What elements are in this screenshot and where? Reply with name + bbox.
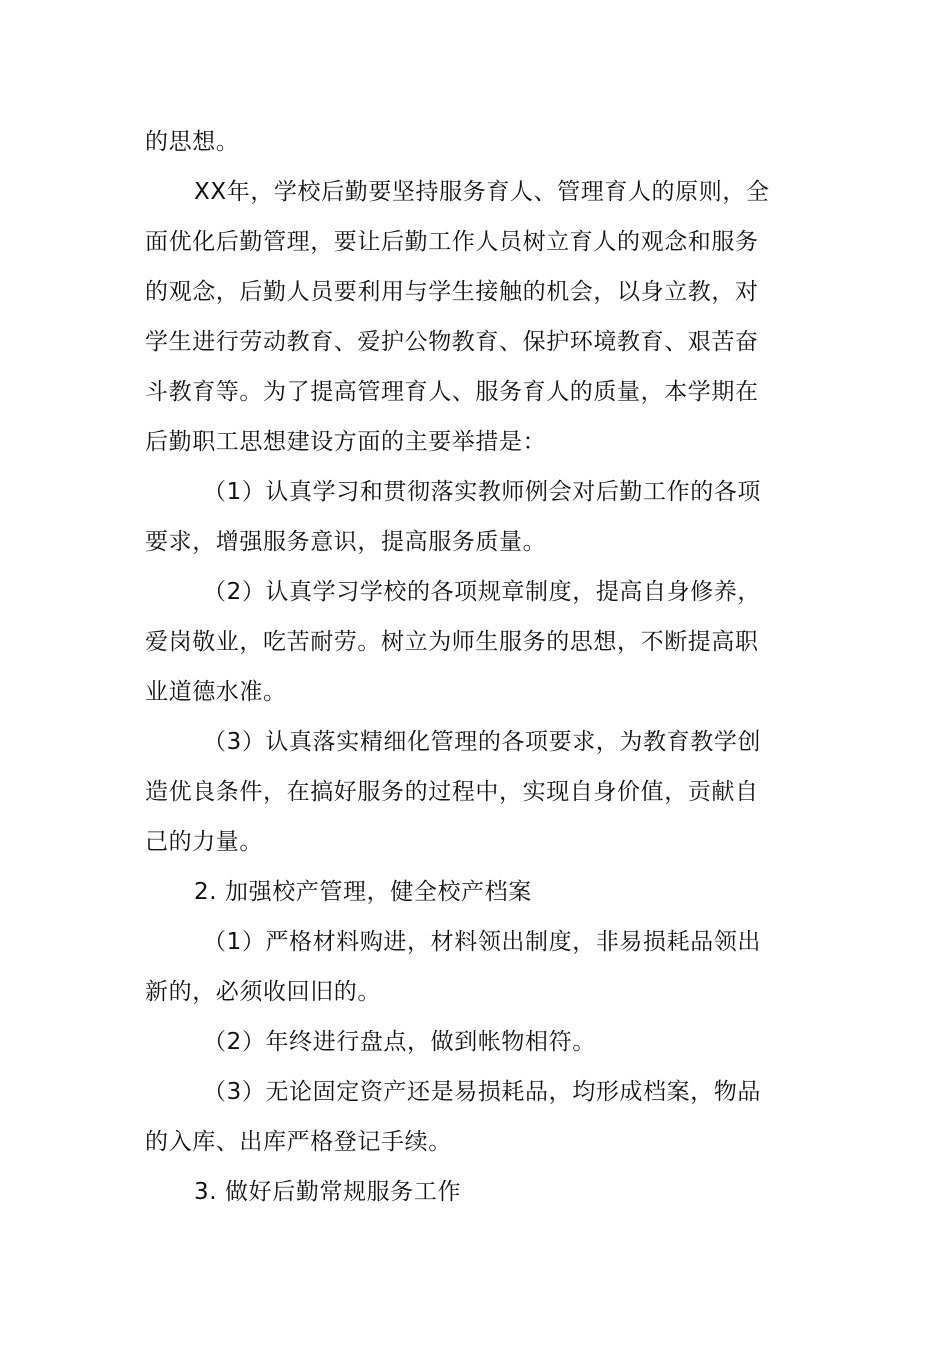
- list-item-line: （2）年终进行盘点，做到帐物相符。: [203, 1029, 596, 1055]
- list-item-line: 己的力量。: [145, 829, 263, 855]
- list-item-line: （1）认真学习和贯彻落实教师例会对后勤工作的各项: [203, 479, 762, 505]
- list-item-line: 业道德水准。: [145, 679, 287, 705]
- list-item-line: 的入库、出库严格登记手续。: [145, 1129, 452, 1155]
- paragraph-line: 的观念，后勤人员要利用与学生接触的机会，以身立教，对: [145, 279, 759, 305]
- section-heading: 2. 加强校产管理，健全校产档案: [194, 879, 532, 905]
- list-item-line: （2）认真学习学校的各项规章制度，提高自身修养，: [203, 579, 762, 605]
- paragraph-line: 的思想。: [145, 129, 240, 155]
- paragraph-line: 面优化后勤管理，要让后勤工作人员树立育人的观念和服务: [145, 229, 759, 255]
- list-item-line: （3）认真落实精细化管理的各项要求，为教育教学创: [203, 729, 762, 755]
- list-item-line: 要求，增强服务意识，提高服务质量。: [145, 529, 547, 555]
- list-item-line: 新的，必须收回旧的。: [145, 979, 381, 1005]
- paragraph-line: 学生进行劳动教育、爱护公物教育、保护环境教育、艰苦奋: [145, 329, 759, 355]
- list-item-line: （1）严格材料购进，材料领出制度，非易损耗品领出: [203, 929, 762, 955]
- section-heading: 3. 做好后勤常规服务工作: [194, 1179, 462, 1205]
- list-item-line: 爱岗敬业，吃苦耐劳。树立为师生服务的思想，不断提高职: [145, 629, 759, 655]
- list-item-line: 造优良条件，在搞好服务的过程中，实现自身价值，贡献自: [145, 779, 759, 805]
- list-item-line: （3）无论固定资产还是易损耗品，均形成档案，物品: [203, 1079, 762, 1105]
- paragraph-line: 后勤职工思想建设方面的主要举措是：: [145, 429, 547, 455]
- paragraph-line: 斗教育等。为了提高管理育人、服务育人的质量，本学期在: [145, 379, 759, 405]
- paragraph-line: XX年，学校后勤要坚持服务育人、管理育人的原则，全: [194, 179, 770, 205]
